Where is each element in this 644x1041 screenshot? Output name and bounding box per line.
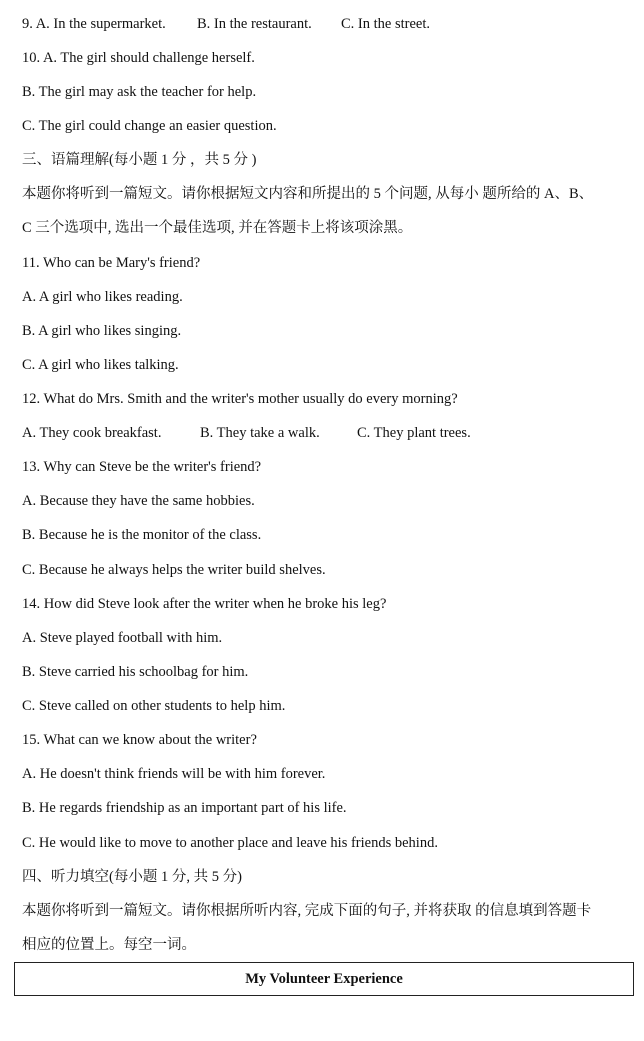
q11-option-b: B. A girl who likes singing.	[22, 323, 182, 339]
section4-instruction-line1: 本题你将听到一篇短文。请你根据所听内容, 完成下面的句子, 并将获取 的信息填到答题卡	[22, 903, 592, 919]
q14-option-a: A. Steve played football with him.	[22, 630, 223, 646]
q9-option-a: 9. A. In the supermarket.	[22, 16, 166, 32]
q14-question: 14. How did Steve look after the writer when he broke his leg?	[22, 596, 387, 612]
q11-question: 11. Who can be Mary's friend?	[22, 255, 201, 271]
q11-option-a: A. A girl who likes reading.	[22, 289, 183, 305]
q10-option-c: C. The girl could change an easier question.	[22, 118, 277, 134]
table-title: My Volunteer Experience	[245, 970, 403, 987]
section4-instruction-line2: 相应的位置上。每空一词。	[22, 937, 196, 953]
q10-option-a: 10. A. The girl should challenge herself.	[22, 50, 255, 66]
section4-header: 四、听力填空(每小题 1 分, 共 5 分)	[22, 869, 242, 885]
q12-question: 12. What do Mrs. Smith and the writer's mother usually do every morning?	[22, 391, 458, 407]
q9-option-b: B. In the restaurant.	[197, 16, 312, 32]
section3-instruction-line2: C 三个选项中, 选出一个最佳选项, 并在答题卡上将该项涂黑。	[22, 220, 413, 236]
q15-option-c: C. He would like to move to another place and leave his friends behind.	[22, 835, 438, 851]
section3-instruction-line1: 本题你将听到一篇短文。请你根据短文内容和所提出的 5 个问题, 从每小 题所给的 A、B、	[22, 186, 594, 202]
table-title-box	[14, 962, 634, 996]
q14-option-c: C. Steve called on other students to help him.	[22, 698, 286, 714]
q12-option-b: B. They take a walk.	[200, 425, 320, 441]
q15-question: 15. What can we know about the writer?	[22, 732, 257, 748]
q12-options	[22, 423, 471, 443]
q15-option-b: B. He regards friendship as an important part of his life.	[22, 800, 347, 816]
q15-option-a: A. He doesn't think friends will be with him forever.	[22, 766, 326, 782]
q9-option-c: C. In the street.	[341, 16, 430, 32]
section3-header: 三、语篇理解(每小题 1 分 ，共 5 分 )	[22, 152, 257, 168]
q9-options	[22, 14, 430, 34]
q12-option-c: C. They plant trees.	[357, 425, 471, 441]
q11-option-c: C. A girl who likes talking.	[22, 357, 179, 373]
q13-question: 13. Why can Steve be the writer's friend?	[22, 459, 262, 475]
q13-option-b: B. Because he is the monitor of the class.	[22, 527, 262, 543]
q13-option-c: C. Because he always helps the writer build shelves.	[22, 562, 326, 578]
q12-option-a: A. They cook breakfast.	[22, 425, 162, 441]
q14-option-b: B. Steve carried his schoolbag for him.	[22, 664, 249, 680]
q10-option-b: B. The girl may ask the teacher for help.	[22, 84, 257, 100]
q13-option-a: A. Because they have the same hobbies.	[22, 493, 255, 509]
